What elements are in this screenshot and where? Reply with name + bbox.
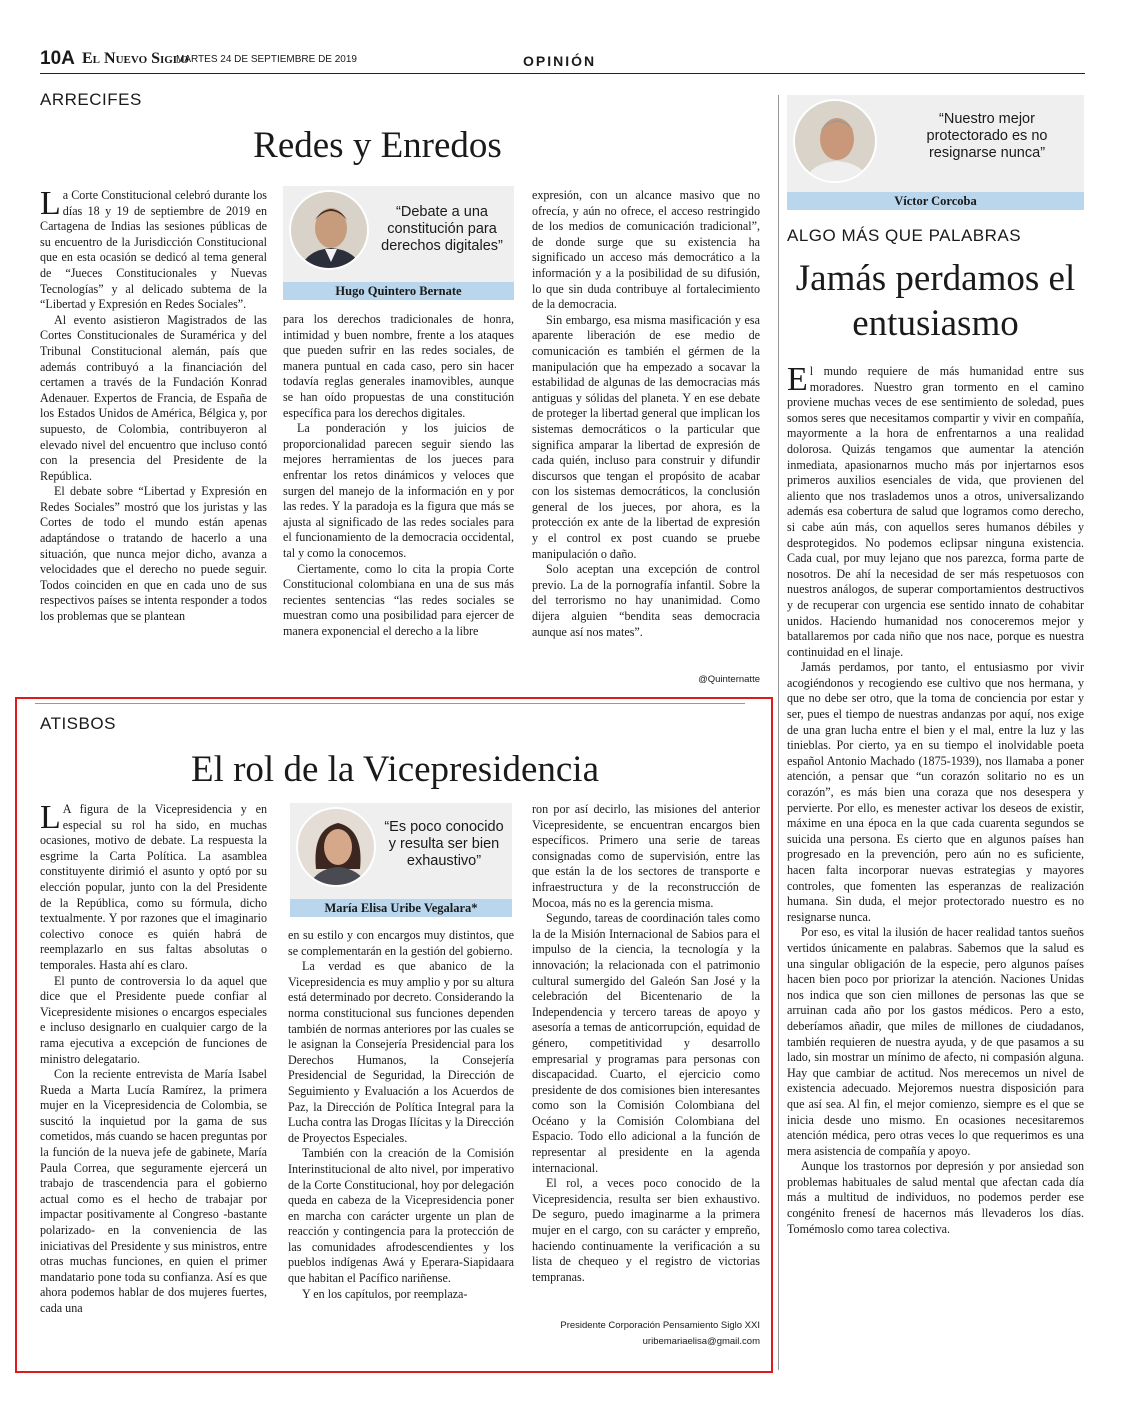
paragraph: a Corte Constitucional celebró durante los días 18 y 19 de septiembre de 2019 en Cartagena de Indias las sesiones públicas de su encuentro de la Jurisdicción Constitucional que en esta ocasión se dedicó al tema general de “Jueces Constitucionales y Nuevas Tecnologías” y al delicado subtema de la “Libertad y Expresión en Redes Sociales”. [40, 188, 267, 312]
paragraph: La verdad es que abanico de la Vicepresidencia es muy amplio y por su altura está determinado por decreto. Considerando la norma constitucional sus funciones dependen también de normas anteriores por las cuales se le asignan la Consejería Presidencial para los Derechos Humanos, la Consejería Presidencial de Seguridad, la Dirección de Seguimiento y Evaluación a los Acuerdos de Paz, la Dirección de Política Integral para la Lucha contra las Drogas Ilícitas y la Dirección de Proyectos Especiales. [288, 959, 514, 1145]
author-name: Víctor Corcoba [787, 192, 1084, 210]
column-divider [778, 95, 779, 1370]
article2-column-1 [40, 799, 267, 1360]
masthead [40, 48, 1085, 74]
article3-kicker: ALGO MÁS QUE PALABRAS [787, 226, 1022, 245]
article2-kicker: ATISBOS [40, 714, 116, 733]
article2-quote-box [290, 803, 512, 917]
article2-headline: El rol de la Vicepresidencia [190, 749, 600, 790]
author-affiliation: Presidente Corporación Pensamiento Siglo XXI [560, 1320, 760, 1331]
article1-kicker: ARRECIFES [40, 90, 142, 109]
pull-quote: “Nuestro mejor protectorado es no resignarse nunca” [926, 111, 1048, 161]
author-portrait-icon [298, 809, 376, 887]
author-name: Hugo Quintero Bernate [283, 282, 514, 300]
paragraph: Por eso, es vital la ilusión de hacer realidad tantos sueños vertidos únicamente en palabras. Sabemos que la salud es una singular obligación de la especie, pero algunos países hacen bien poco por priorizar la atención. Naciones Unidas nos indica que son cien millones de personas las que se arruinan cada año por los gastos médicos. Pero a esto, deberíamos añadir, que miles de millones de ciudadanos, también requieren de nuestra ayuda, y de que pasamos a su lado, sin mostrar un mínimo de afecto, ni compasión alguna. Hay que cambiar de actitud. Nos merecemos un nivel de existencia adecuado. Mejoremos nuestra disposición para que así sea. Al fin, el mejor comienzo, siempre es el que se inicia desde uno mismo. En ocasiones necesitaremos atención médica, pero otras veces lo que requerimos es una mera asistencia de compañía y apoyo. [787, 925, 1084, 1158]
paragraph: También con la creación de la Comisión Interinstitucional de alto nivel, por imperativo de la Corte Constitucional, hoy por delegación queda en cabeza de la Vicepresidencia poner en marcha con carácter urgente un plan de reacción y contingencia para la protección de las comunidades afrodescendientes y los pueblos indígenas Awá y Eperara-Siapidaara que habitan el Pacífico nariñense. [288, 1146, 514, 1286]
issue-date: MARTES 24 DE SEPTIEMBRE DE 2019 [176, 54, 357, 65]
paragraph: La ponderación y los juicios de proporcionalidad parecen seguir siendo las mejores herramientas de los jueces para enfrentar los retos dinámicos y veloces que surgen del manejo de la información en y por las redes. Y la paradoja es la figura que más se ajusta al significado de las redes sociales para el funcionamiento de la democracia occidental, tal y como la conocemos. [283, 421, 514, 560]
pull-quote: “Debate a una constitución para derechos digitales” [381, 204, 503, 254]
newspaper-name: El Nuevo Siglo [82, 50, 189, 67]
paragraph: en su estilo y con encargos muy distintos, que se complementarán en la gestión del gobierno. [288, 928, 514, 958]
drop-cap: E [787, 361, 808, 398]
article2-column-2 [288, 928, 514, 1358]
paragraph: l mundo requiere de más humanidad entre sus moradores. Nuestro gran tormento en el camino proviene muchas veces de ese sentimiento de soledad, pues somos seres que necesitamos compartir y vivir en compañía, mayormente a la hora de enfrentarnos a una realidad dolorosa. Quizás tengamos que aumentar la atención inmediata, apasionarnos mucho más por injertarnos esos primeros auxilios esenciales de vida, que provienen del aliento que nos traslademos unos a otros, universalizando además esa cobertura de salud que logramos como derecho, si cabe aún más, con aquellos seres humanos débiles y desprotegidos. No podemos eclipsar ninguna existencia. Cada cual, por muy lejano que nos parezca, forma parte de nosotros. De ahí la necesidad de ser más respetuosos con nuestros análogos, de superar comportamientos destructivos y de recuperar con urgencia ese sentido innato de cohabitar unidos. Haciendo humanidad nos conoceremos mejor y batallaremos por cada niño que nos nace, porque es nuestra continuidad en el linaje. [787, 364, 1084, 659]
author-photo [289, 190, 369, 270]
article1-headline: Redes y Enredos [253, 125, 502, 166]
paragraph: Segundo, tareas de coordinación tales como la de la Misión Internacional de Sabios para el impulso de la ciencia, la tecnología y la innovación; la relacionada con el patrimonio cultural sumergido del Galeón San José y la celebración del Bicentenario de la Independencia y tercero tareas de apoyo y asesoría a temas de anticorrupción, equidad de género, competitividad y desarrollo empresarial y programas para personas con discapacidad. Cuarto, el ejercicio como presidente de dos comisiones bien interesantes como son la Comisión Colombiana del Océano y la Comisión Colombiana del Espacio. Todo ello adicional a la función de representar al presidente en la agenda internacional. [532, 911, 760, 1175]
paragraph: Al evento asistieron Magistrados de las Cortes Constitucionales de Suramérica y del Tribunal Constitucional alemán, país que además contribuyó a la financiación del certamen a través de la Fundación Konrad Adenauer. Expertos de Francia, de España de los Estados Unidos de América, Bélgica y, por supuesto, de Colombia, contribuyeron al elevado nivel del encuentro que incluso contó con la presencia del Presidente de la República. [40, 312, 267, 483]
paragraph: Con la reciente entrevista de María Isabel Rueda a Marta Lucía Ramírez, la primera mujer en la Vicepresidencia de Colombia, se suscitó la inquietud por la gama de sus cometidos, más cuando se hacen preguntas por la función de la nueva jefe de gabinete, María Paula Correa, que seguramente ejercerá un trabajo de trascendencia para el gobierno actual como es el hecho de trabajar por impactar positivamente al Congreso -bastante polarizado- en la conveniencia de las iniciativas del Presidente y sus ministros, entre otras muchas funciones, en quien el primer mandatario pone toda su confianza. Así es que ahora podemos hablar de dos mujeres fuertes, cada una [40, 1067, 267, 1315]
paragraph: El rol, a veces poco conocido de la Vicepresidencia, resulta ser bien exhaustivo. De seguro, puedo imaginarme a la primera mujer en el cargo, con su carácter y empreño, haciendo continuamente la verificación a su lista de chequeo y el registro de victorias tempranas. [532, 1176, 760, 1284]
paragraph: Aunque los trastornos por depresión y por ansiedad son problemas habituales de salud mental que afectan cada día más a multitud de individuos, no podemos perder ese congénito frenesí de hacernos más llevaderos los días. Tomémoslo como tarea colectiva. [787, 1159, 1084, 1236]
paragraph: Solo aceptan una excepción de control previo. La de la pornografía infantil. Sobre la del terrorismo no hay unanimidad. Como dijera alguien “bendita seas democracia aunque así nos mates”. [532, 562, 760, 639]
paragraph: ron por así decirlo, las misiones del anterior Vicepresidente, se encuentran encargos bien específicos. Primero una serie de tareas consignadas como de supervisión, entre las que están la de los sectores de transporte e infraestructura y de la reconstrucción de Mocoa, más no es la gerencia misma. [532, 802, 760, 910]
article3-quote-box [787, 95, 1084, 210]
section-title: OPINIÓN [523, 53, 597, 69]
author-photo [793, 99, 877, 183]
article1-column-3 [532, 188, 760, 672]
author-name: María Elisa Uribe Vegalara* [290, 899, 512, 917]
paragraph: Ciertamente, como lo cita la propia Corte Constitucional colombiana en una de sus más recientes sentencias “las redes sociales se muestran como una posibilidad para ejercer de manera exponencial el derecho a la libre [283, 561, 514, 638]
author-photo [296, 807, 376, 887]
paragraph: El debate sobre “Libertad y Expresión en Redes Sociales” mostró que los juristas y las Cortes de todo el mundo están apenas adaptándose o tratando de hacerlo a una situación, que nunca mejor dicho, avanza a velocidades que el derecho no puede seguir. Todos coinciden en que en cada uno de sus respectivos países se intenta responder a todos los problemas que se plantean [40, 484, 267, 624]
paragraph: Jamás perdamos, por tanto, el entusiasmo por vivir acogiéndonos y recogiendo ese cultivo que nos hermana, y que no debe ser otro, que la toma de conciencia por estar y ser, pues el tiempo de nuestras andanzas por aquí, nos exige de una gran lucha entre el bien y el mal, entre la luz y las tinieblas. Por cierto, ya en su tiempo el inolvidable poeta español Antonio Machado (1875-1939), nos llamaba a poner atención, a pensar que “un corazón solitario no es un corazón”, es más bien una coraza que nos desespera y pervierte. Por ello, es menester activar los deseos de existir, máxime en una época en la que cada cuarenta segundos se suicida una persona. Es cierto que en algunos países han progresado en la prevención, pero aún no es suficiente, hacen falta incorporar nuevas estrategias y mayores controles, que fomenten las esperanzas de realización humana. Sin duda, el mejor protectorado nuestro es no resignarse nunca. [787, 660, 1084, 924]
paragraph: expresión, con un alcance masivo que no ofrecía, y aún no ofrece, el acceso restringido de los medios de comunicación tradicional”, de donde surge que su existencia ha significado un acceso más democrático a la información y a la posibilidad de su difusión, lo que sin duda contribuye al fortalecimiento de la democracia. [532, 188, 760, 312]
paragraph: Sin embargo, esa misma masificación y esa aparente liberación de ese medio de comunicación es también el gérmen de la manipulación que ha empezado a socavar la estabilidad de algunas de las democracias más antiguas y sólidas del planeta. Y en ese debate de proteger la libertad general que implican los sistemas democráticos o la particular que significa amparar la libertad de expresión de cada quién, incluso para construir y difundir discursos que tengan el propósito de acabar con los sistemas democráticos, la conclusión general de los jueces, por ahora, es la protección ex ante de la libertad de expresión y el control ex post cuando se pruebe manipulación o daño. [532, 312, 761, 561]
author-portrait-icon [795, 101, 877, 183]
paragraph: A figura de la Vicepresidencia y en especial su rol ha sido, en muchas ocasiones, motivo de debate. La respuesta la esgrime la Carta Política. La asamblea constituyente dirimió el asunto y optó por su elección popular, junto con la del Presidente de la República, como su fórmula, dicho textualmente. Y por razones que el imaginario colectivo conoce es quién habrá de reemplazarlo en sus faltas absolutas o temporales. Hasta ahí es claro. [40, 802, 267, 972]
paragraph: para los derechos tradicionales de honra, intimidad y buen nombre, frente a los ataques que pueden sufrir en las redes sociales, de manera puntual en cada caso, pero sin hacer todavía reglas generales inamovibles, aunque se han oído propuestas de una constitución específica para los derechos digitales. [283, 312, 514, 420]
paragraph: El punto de controversia lo da aquel que dice que el Presidente puede confiar al Vicepresidente misiones o encargos especiales e incluso designarlo en cualquier cargo de la rama ejecutiva a excepción de funciones de ministro delegatario. [40, 973, 267, 1066]
author-email: uribemariaelisa@gmail.com [642, 1336, 760, 1347]
article3-body [787, 361, 1084, 1350]
pull-quote: “Es poco conocido y resulta ser bien exhaustivo” [384, 819, 504, 869]
author-handle: @Quinternatte [698, 674, 760, 685]
page-number: 10A [40, 48, 75, 69]
article2-column-3 [532, 802, 760, 1316]
article1-column-1 [40, 185, 267, 688]
article3-headline: Jamás perdamos el entusiasmo [795, 258, 1076, 344]
drop-cap: L [40, 799, 61, 836]
paragraph: Y en los capítulos, por reemplaza- [302, 1286, 468, 1301]
drop-cap: L [40, 185, 61, 222]
article1-column-2 [283, 312, 514, 688]
author-portrait-icon [291, 192, 369, 270]
article1-quote-box [283, 186, 514, 300]
